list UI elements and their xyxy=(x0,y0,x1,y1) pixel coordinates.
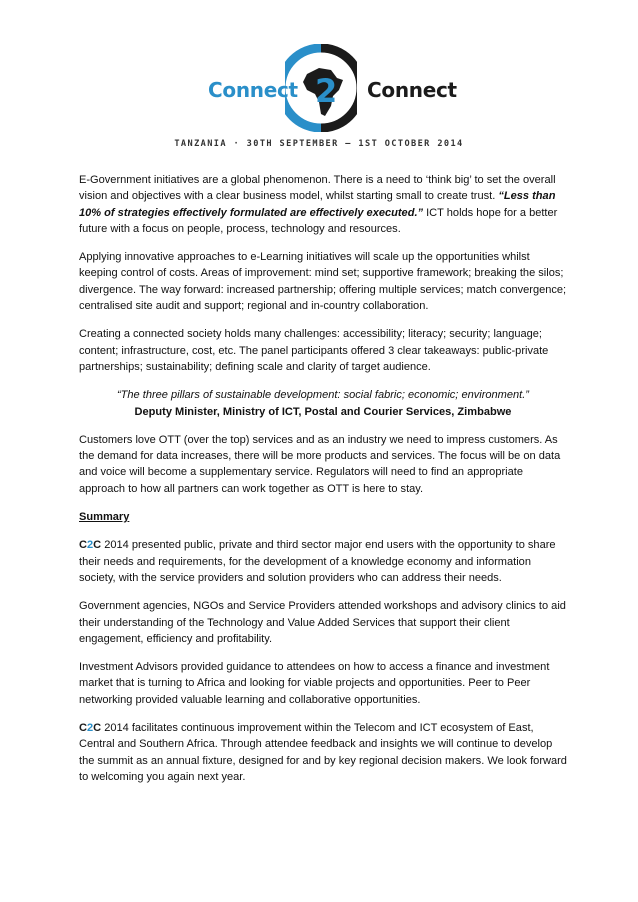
brand-letter-c: C xyxy=(93,722,102,735)
pull-quote xyxy=(79,387,567,420)
paragraph-text: 2014 presented public, private and third sector major end users with the opportunity to share their needs and requirements, for the development of a knowledge economy and information society, with the service providers and solution providers who can address their needs. xyxy=(79,539,556,584)
paragraph-summary-1 xyxy=(79,537,567,586)
brand-number-2: 2 xyxy=(86,722,94,735)
logo-word-left: Connect xyxy=(208,78,298,102)
paragraph-summary-4 xyxy=(79,720,567,785)
paragraph-text: 2014 facilitates continuous improvement within the Telecom and ICT ecosystem of East, Central and Southern Africa. Through attendee feedback and insights we will continue to develop the summit as an annual fixture, designed for and by key regional decision makers. We look forward to welcoming you again next year. xyxy=(79,722,567,783)
paragraph-summary-3: Investment Advisors provided guidance to attendees on how to access a finance and investment market that is turning to Africa and looking for viable projects and opportunities. Peer to Peer networking provided valuable learning and collaborative opportunities. xyxy=(79,661,550,706)
paragraph-egovernment xyxy=(79,172,567,237)
brand-letter-c: C xyxy=(79,539,87,552)
quote-text: “The three pillars of sustainable development: social fabric; economic; environment.” xyxy=(116,389,529,402)
document-body xyxy=(79,172,567,797)
logo-number: 2 xyxy=(315,72,338,110)
brand-number-2: 2 xyxy=(86,539,94,552)
brand-letter-c: C xyxy=(93,539,102,552)
emphasis-quote: “Less than 10% of strategies effectively formulated are effectively executed.” xyxy=(79,190,556,219)
summary-heading: Summary xyxy=(79,511,130,524)
quote-attribution: Deputy Minister, Ministry of ICT, Postal and Courier Services, Zimbabwe xyxy=(134,405,512,418)
africa-circle-logo-icon xyxy=(285,44,357,132)
paragraph-text: E-Government initiatives are a global phenomenon. There is a need to ‘think big’ to set the overall vision and objectives with a clear business model, whilst starting small to create trust. xyxy=(79,174,556,203)
connect2connect-logo xyxy=(202,44,457,132)
paragraph-summary-2: Government agencies, NGOs and Service Providers attended workshops and advisory clinics to aid their understanding of the Technology and Value Added Services that support their client engagement, efficiency and profitability. xyxy=(79,600,566,645)
logo-word-right: Connect xyxy=(367,78,457,102)
paragraph-ott: Customers love OTT (over the top) services and as an industry we need to impress customers. As the demand for data increases, there will be more products and services. The focus will be on data and voice will become a supplementary service. Regulators will need to find an appropriate approach to how all partners can work together as OTT is here to stay. xyxy=(79,433,561,495)
brand-letter-c: C xyxy=(79,722,87,735)
event-dateline: TANZANIA · 30TH SEPTEMBER – 1ST OCTOBER 2014 xyxy=(174,139,464,149)
paragraph-connected-society: Creating a connected society holds many challenges: accessibility; literacy; security; language; content; infrastructure, cost, etc. The panel participants offered 3 clear takeaways: public-private partnerships; sustainability; defining scale and clarity of target audience. xyxy=(79,328,549,373)
paragraph-elearning: Applying innovative approaches to e-Learning initiatives will scale up the opportunities whilst keeping control of costs. Areas of improvement: mind set; supportive framework; breaking the silos; divergence. The way forward: increased partnership; offering multiple services; match convergence; centralised site audit and support; regional and in-country collaboration. xyxy=(79,251,567,313)
paragraph-text: ICT holds hope for a better future with a focus on people, process, technology and resources. xyxy=(79,206,558,235)
